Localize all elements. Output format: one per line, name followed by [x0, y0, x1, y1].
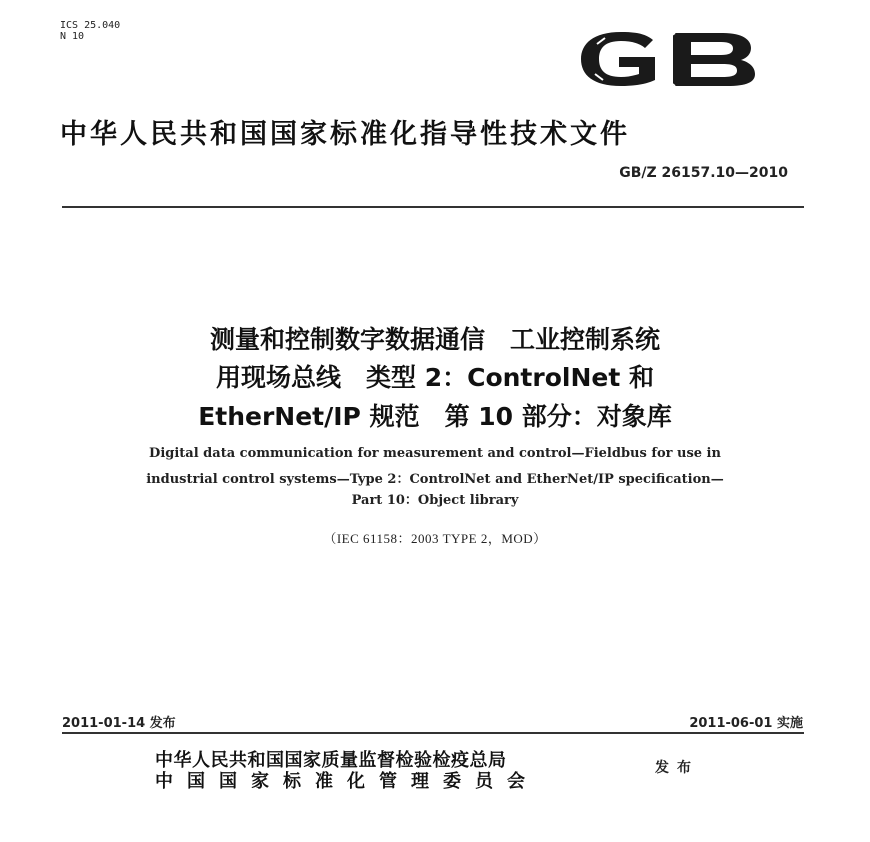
- effective-date: 2011-06-01 实施: [689, 716, 803, 731]
- gb-logo: [575, 30, 760, 88]
- ics-code: ICS 25.040: [60, 20, 121, 31]
- standard-number: GB/Z 26157.10—2010: [619, 165, 788, 181]
- classification-codes: [60, 20, 120, 42]
- issue-date: 2011-01-14 发布: [62, 716, 176, 731]
- title-cn-line-3: EtherNet/IP 规范 第 10 部分：对象库: [198, 402, 672, 431]
- bottom-divider: [62, 732, 804, 734]
- ccs-code: N 10: [60, 31, 85, 42]
- issuer-line-2: 中国国家标准化管理委员会: [155, 771, 539, 792]
- adoption-note: （IEC 61158：2003 TYPE 2，MOD）: [323, 531, 547, 546]
- release-label: 发布: [655, 760, 699, 776]
- title-en-line-2: industrial control systems—Type 2：ControlNet and EtherNet/IP specification—: [146, 472, 724, 487]
- top-divider: [62, 206, 804, 208]
- title-en-line-3: Part 10：Object library: [351, 493, 519, 508]
- title-cn-line-1: 测量和控制数字数据通信 工业控制系统: [209, 325, 660, 354]
- document-type-heading: 中华人民共和国国家标准化指导性技术文件: [60, 119, 630, 150]
- title-cn-line-2: 用现场总线 类型 2：ControlNet 和: [216, 363, 654, 392]
- title-en-line-1: Digital data communication for measurement and control—Fieldbus for use in: [149, 446, 721, 461]
- gb-logo-graphic: [575, 30, 760, 88]
- issuer-line-1: 中华人民共和国国家质量监督检验检疫总局: [155, 750, 507, 771]
